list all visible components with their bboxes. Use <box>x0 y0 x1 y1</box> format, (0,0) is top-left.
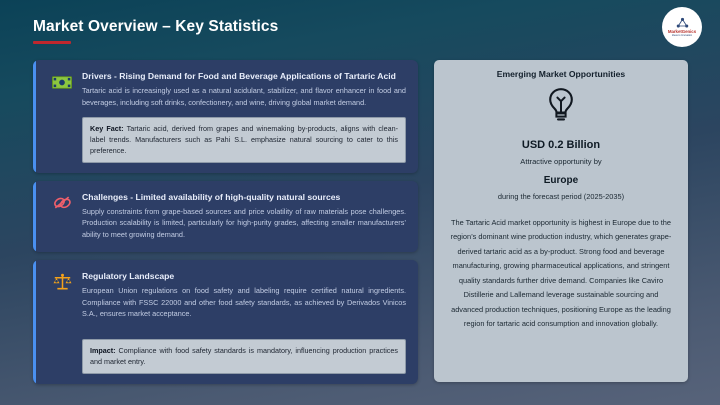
card-title: Challenges - Limited availability of high-quality natural sources <box>82 191 341 202</box>
panel-title: Emerging Market Opportunities <box>496 69 626 79</box>
insight-cards-column <box>33 60 418 392</box>
card-body <box>82 270 406 319</box>
broken-link-icon <box>51 192 73 214</box>
card-description: Tartaric acid is increasingly used as a natural acidulant, stabilizer, and flavor enhancer in food and beverages, including soft drinks, confectionery, and wine, driving global market demand. <box>82 86 406 107</box>
card-drivers[interactable] <box>33 60 418 173</box>
network-nodes-icon <box>675 17 690 29</box>
key-fact-callout <box>82 117 406 162</box>
card-regulatory-landscape[interactable] <box>33 260 418 384</box>
impact-text: Compliance with food safety standards is mandatory, influencing production practices and market entry. <box>90 346 398 367</box>
opportunity-value: USD 0.2 Billion <box>521 139 601 151</box>
logo-name: MarketGenics <box>667 28 697 34</box>
key-fact-text: Tartaric acid, derived from grapes and winemaking by-products, aligns with clean-label trends. Manufacturers such as Pahi S.L. emphasize natural sourcing to cater to this preference. <box>90 124 399 156</box>
emerging-market-opportunities-panel <box>434 60 688 382</box>
card-header <box>51 270 406 319</box>
impact-callout <box>82 339 406 373</box>
card-header <box>51 70 406 108</box>
balance-scales-icon <box>51 271 73 293</box>
card-description: European Union regulations on food safety and labeling require certified natural ingredients. Compliance with FSSC 22000 and other food safety standards, as achieved by Derivados Vinicos S.A., ensures market acceptance. <box>82 286 406 318</box>
logo-tagline: Ideas to Innovation <box>671 33 693 37</box>
brand-logo <box>662 7 702 47</box>
opportunity-forecast-period: during the forecast period (2025-2035) <box>497 192 625 201</box>
opportunity-value-caption: Attractive opportunity by <box>520 157 602 166</box>
card-challenges[interactable] <box>33 181 418 252</box>
card-title: Drivers - Rising Demand for Food and Beverage Applications of Tartaric Acid <box>82 71 396 81</box>
card-title: Regulatory Landscape <box>82 270 175 281</box>
opportunity-description: The Tartaric Acid market opportunity is highest in Europe due to the region’s dominant wine production industry, which generates grape-derived tartaric acid as a by-product. Strong food and beverage manufacturing, growing pharmaceutical applications, and stringent quality standards further drive demand. Companies like Caviro Distillerie and Lallemand leverage sustainable sourcing and advanced production techniques, positioning Europe as the leading region for tartaric acid consumption and innovation globally. <box>450 218 672 329</box>
card-body <box>82 191 406 240</box>
card-header <box>51 191 406 240</box>
impact-label: Impact: <box>90 346 116 356</box>
card-body <box>82 70 406 108</box>
money-banknote-icon <box>51 71 73 93</box>
page-title: Market Overview – Key Statistics <box>33 18 279 35</box>
card-description: Supply constraints from grape-based sources and price volatility of raw materials pose challenges. Production scalability is limited, particularly for high-purity grades, affecting smaller manufacturers’ ability to meet growing demand. <box>82 206 406 239</box>
key-fact-label: Key Fact: <box>90 124 124 134</box>
title-underline-rule <box>33 41 71 44</box>
opportunity-region: Europe <box>543 175 579 186</box>
lightbulb-icon <box>448 85 674 125</box>
